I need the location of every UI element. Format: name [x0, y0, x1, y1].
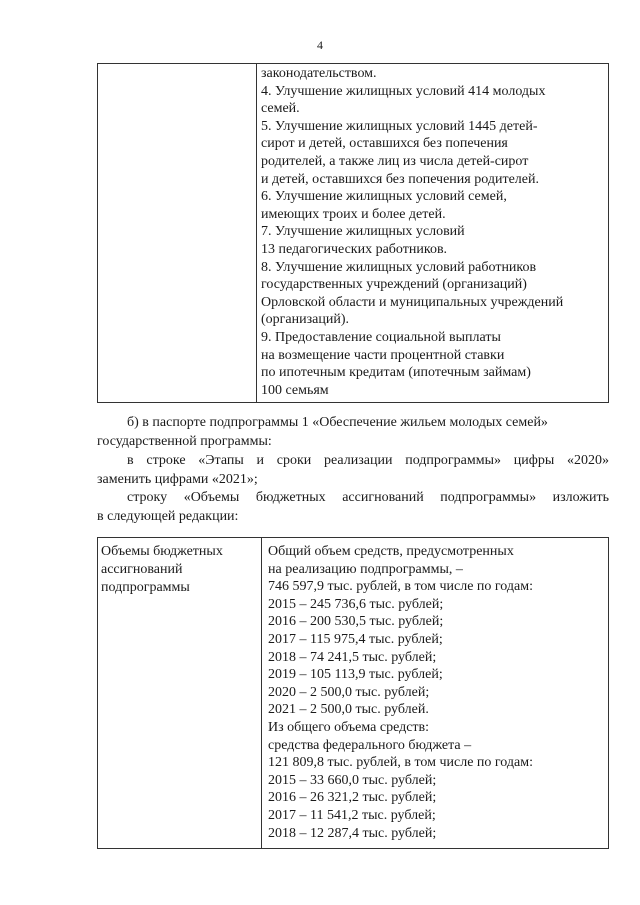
paragraph-line: в следующей редакции:: [97, 508, 239, 524]
text-line: 13 педагогических работников.: [261, 241, 448, 257]
text-line: государственных учреждений (организаций): [261, 277, 527, 293]
text-line: 2020 – 2 500,0 тыс. рублей;: [268, 684, 430, 700]
continuation-table: [97, 63, 609, 403]
text-line: (организаций).: [261, 312, 349, 328]
text-line: 5. Улучшение жилищных условий 1445 детей-: [261, 118, 538, 134]
text-line: и детей, оставшихся без попечения родителей.: [261, 171, 539, 187]
text-line: на реализацию подпрограммы, –: [268, 561, 463, 577]
text-line: по ипотечным кредитам (ипотечным займам): [261, 365, 531, 381]
paragraph-budget-row: [97, 489, 609, 526]
budget-value-cell: [262, 538, 609, 849]
text-line: Из общего объема средств:: [268, 719, 430, 735]
table-cell-left-empty: [98, 64, 257, 403]
text-line: 2015 – 245 736,6 тыс. рублей;: [268, 596, 444, 612]
text-line: 121 809,8 тыс. рублей, в том числе по годам:: [268, 755, 533, 771]
text-line: 9. Предоставление социальной выплаты: [261, 329, 501, 345]
text-line: 100 семьям: [261, 382, 329, 398]
text-line: 2018 – 74 241,5 тыс. рублей;: [268, 649, 437, 665]
label-line: подпрограммы: [101, 579, 190, 595]
paragraph-line: б) в паспорте подпрограммы 1 «Обеспечение жильем молодых семей»: [127, 415, 548, 430]
paragraph-line: заменить цифрами «2021»;: [97, 471, 258, 487]
text-line: сирот и детей, оставшихся без попечения: [261, 136, 508, 152]
text-line: законодательством.: [261, 66, 377, 81]
page-number: 4: [317, 38, 323, 52]
text-line: 2015 – 33 660,0 тыс. рублей;: [268, 772, 437, 788]
budget-label-cell: [98, 538, 262, 849]
paragraph-line: государственной программы:: [97, 433, 272, 449]
paragraph-stages-row: [97, 452, 609, 489]
paragraph-b: [97, 414, 609, 451]
text-line: 4. Улучшение жилищных условий 414 молодых: [261, 83, 546, 99]
text-line: 2016 – 26 321,2 тыс. рублей;: [268, 790, 437, 806]
text-line: 2016 – 200 530,5 тыс. рублей;: [268, 614, 444, 630]
text-line: 2018 – 12 287,4 тыс. рублей;: [268, 825, 437, 841]
paragraph-line: строку «Объемы бюджетных ассигнований подпрограммы» изложить: [127, 490, 609, 505]
text-line: 2017 – 11 541,2 тыс. рублей;: [268, 807, 436, 823]
text-line: 6. Улучшение жилищных условий семей,: [261, 189, 507, 205]
paragraph-line: в строке «Этапы и сроки реализации подпрограммы» цифры «2020»: [127, 453, 609, 468]
budget-table: [97, 537, 609, 849]
text-line: 2021 – 2 500,0 тыс. рублей.: [268, 702, 429, 718]
label-line: ассигнований: [101, 561, 183, 577]
table-row: [98, 538, 609, 849]
text-line: имеющих троих и более детей.: [261, 206, 446, 222]
text-line: средства федерального бюджета –: [268, 737, 472, 753]
label-line: Объемы бюджетных: [101, 544, 223, 559]
text-line: 2019 – 105 113,9 тыс. рублей;: [268, 667, 443, 683]
text-line: 7. Улучшение жилищных условий: [261, 224, 465, 240]
text-line: родителей, а также лиц из числа детей-сирот: [261, 153, 529, 169]
table-cell-right: [257, 64, 609, 403]
table-row: [98, 64, 609, 403]
text-line: Общий объем средств, предусмотренных: [268, 544, 514, 559]
text-line: 746 597,9 тыс. рублей, в том числе по годам:: [268, 579, 533, 595]
text-line: 8. Улучшение жилищных условий работников: [261, 259, 537, 275]
text-line: на возмещение части процентной ставки: [261, 347, 505, 363]
text-line: семей.: [261, 101, 300, 117]
text-line: Орловской области и муниципальных учреждений: [261, 294, 564, 310]
text-line: 2017 – 115 975,4 тыс. рублей;: [268, 631, 443, 647]
